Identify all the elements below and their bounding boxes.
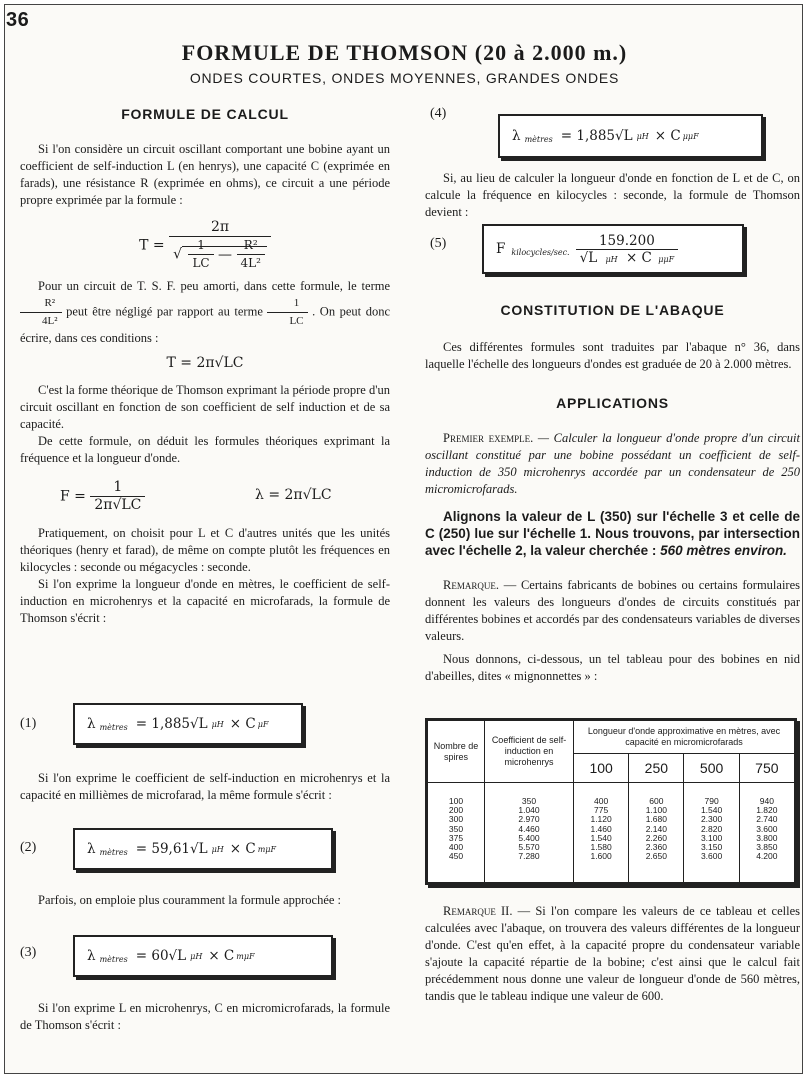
paragraph-remarque xyxy=(425,577,800,645)
paragraph-example xyxy=(425,430,800,498)
p2-lc: LC xyxy=(289,315,304,327)
eq1-one: 1 xyxy=(188,237,213,255)
paragraph-deduction: De cette formule, on déduit les formules théoriques exprimant la fréquence et la longueur d'onde. xyxy=(20,434,390,465)
table-cell: 775 xyxy=(594,805,609,816)
f4-rhs: = 1,885√L xyxy=(560,128,633,144)
table-cell: 400 xyxy=(594,796,609,806)
formula-3-label: (3) xyxy=(20,945,37,960)
table-cell: 4.460 xyxy=(518,823,540,834)
page-title: FORMULE DE THOMSON (20 à 2.000 m.) xyxy=(181,40,628,65)
col-c250 xyxy=(629,783,684,883)
eq1-r2: R² xyxy=(237,237,265,255)
p2-4l2: 4L² xyxy=(42,315,58,327)
f1-rhs: = 1,885√L xyxy=(135,716,208,732)
table-cell: 2.820 xyxy=(700,823,723,834)
col-c100 xyxy=(574,783,629,883)
table-cell: 350 xyxy=(448,823,464,834)
table-cell: 200 xyxy=(448,805,464,816)
f4-sub-l: μH xyxy=(636,131,649,141)
table-cell: 3.100 xyxy=(700,832,723,843)
formula-2-label: (2) xyxy=(20,840,37,855)
page-subtitle: ONDES COURTES, ONDES MOYENNES, GRANDES ONDES xyxy=(189,70,620,86)
section-heading-abaque: CONSTITUTION DE L'ABAQUE xyxy=(500,302,725,318)
remarque2-label: Remarque II. xyxy=(443,904,513,918)
f5-den-root: √L xyxy=(579,249,598,266)
p2-one: 1 xyxy=(267,295,307,313)
paragraph-amorti xyxy=(20,278,390,347)
table-cell: 400 xyxy=(448,842,464,853)
f3-times: × C xyxy=(208,948,235,964)
paragraph-units: Pratiquement, on choisit pour L et C d'autres unités que les unités théoriques (henry et farad), de même on compte plutôt les fréquences en kilocycles : seconde ou mégacycles : seconde. xyxy=(20,526,390,574)
paragraph-intro: Si l'on considère un circuit oscillant comportant une bobine ayant un coefficient de self-induction L (en henrys), une capacité C (exprimée en farads), une résistance R (exprimée en ohms), ce circuit a une période propre exprimée par la formule : xyxy=(20,142,390,207)
col-c500 xyxy=(684,783,739,883)
table-cell: 1.100 xyxy=(645,805,667,816)
paragraph-micromicro-wrap xyxy=(20,1000,390,1034)
p2-part-a: Pour un circuit de T. S. F. peu amorti, dans cette formule, le terme xyxy=(38,279,390,293)
paragraph-frequency-wrap xyxy=(425,170,800,221)
table-cell: 1.580 xyxy=(590,842,612,853)
paragraph-thomson: C'est la forme théorique de Thomson exprimant la période propre d'un circuit oscillant en fonction de son coefficient de self induction et de sa capacité. xyxy=(20,383,390,431)
th-cap-100: 100 xyxy=(574,754,629,783)
remarque-text: — Certains fabricants de bobines ou certains formulaires donnent les valeurs des longueurs d'ondes de circuits constitués par différentes bobines et accordés par des condensateurs variables de diverses valeurs. xyxy=(425,578,801,643)
p2-r2: R² xyxy=(20,295,62,313)
eq3-lhs: F = xyxy=(60,488,86,505)
col-spires xyxy=(428,783,485,883)
f3-lambda: λ xyxy=(87,948,96,964)
formula-1-label: (1) xyxy=(20,716,37,731)
table-cell: 100 xyxy=(448,796,464,806)
eq1-lhs: T = xyxy=(139,237,165,254)
table-cell: 1.600 xyxy=(590,851,612,862)
f3-unit: mètres xyxy=(99,954,128,964)
paragraph-approx-wrap xyxy=(20,892,390,909)
paragraph-remarque2-wrap xyxy=(425,903,800,1005)
equation-period-simple: T = 2π√LC xyxy=(166,355,244,371)
solution-result: 560 mètres environ. xyxy=(660,543,787,558)
table-cell: 2.300 xyxy=(700,814,723,825)
paragraph-millieme-wrap xyxy=(20,770,390,804)
paragraph-solution xyxy=(425,508,800,559)
table-cell: 2.360 xyxy=(645,842,667,853)
f3-sub-c: mμF xyxy=(236,951,255,961)
f5-denominator xyxy=(576,250,679,266)
table-cell: 2.970 xyxy=(518,814,540,825)
f5-unit: kilocycles/sec. xyxy=(511,247,570,257)
table-cell: 1.120 xyxy=(590,814,612,825)
table-cell: 1.460 xyxy=(590,823,612,834)
paragraph-abaque: Ces différentes formules sont traduites par l'abaque n° 36, dans laquelle l'échelle des longueurs d'ondes est graduée de 20 à 2.000 mètres. xyxy=(425,340,800,371)
table-cell: 3.800 xyxy=(756,832,778,843)
formula-5-box xyxy=(482,224,744,274)
table-cell: 1.540 xyxy=(590,832,612,843)
f4-lambda: λ xyxy=(512,128,521,144)
table-cell: 1.820 xyxy=(756,805,778,816)
formula-5-label: (5) xyxy=(430,236,447,251)
f1-sub-l: μH xyxy=(211,719,224,729)
table-cell: 4.200 xyxy=(756,851,778,862)
section-heading-applications: APPLICATIONS xyxy=(556,395,669,411)
f2-unit: mètres xyxy=(99,847,128,857)
f3-sub-l: μH xyxy=(190,951,203,961)
table-cell: 2.260 xyxy=(645,832,667,843)
paragraph-remarque2 xyxy=(425,903,800,1005)
table-cell: 3.150 xyxy=(700,842,723,853)
page-number: 36 xyxy=(6,9,30,31)
paragraph-metres: Si l'on exprime la longueur d'onde en mètres, le coefficient de self-induction en microhenrys et la capacité en microfarads, la formule de Thomson s'écrit : xyxy=(20,577,390,625)
table-cell: 450 xyxy=(448,851,464,862)
th-cap-500: 500 xyxy=(684,754,739,783)
section-heading-calcul: FORMULE DE CALCUL xyxy=(121,106,289,122)
solution-text: Alignons la valeur de L (350) sur l'échelle 3 et celle de C (250) lue sur l'échelle 1. Nous trouvons, par intersection avec l'échelle 2, la valeur cherchée : xyxy=(425,509,800,558)
paragraph-approx: Parfois, on emploie plus couramment la formule approchée : xyxy=(38,893,342,907)
equation-frequency-wavelength xyxy=(20,477,390,511)
col-coef xyxy=(485,783,574,883)
paragraph-millieme: Si l'on exprime le coefficient de self-induction en microhenrys et la capacité en millièmes de microfarad, la même formule s'écrit : xyxy=(20,771,390,802)
th-coef: Coefficient de self-induction en microhenrys xyxy=(485,721,574,783)
p2-part-b: peut être négligé par rapport au terme xyxy=(66,304,263,319)
table-cell: 600 xyxy=(649,796,664,806)
right-column-main xyxy=(425,302,800,685)
table-cell: 1.040 xyxy=(518,805,540,816)
equation-period-full: T = 2π √ $\frac{1}{LC}$ — $\frac{\text{R²}}{\text{4L²}}$ xyxy=(20,219,390,272)
formula-4-box xyxy=(498,114,763,158)
formula-4-label: (4) xyxy=(430,106,447,121)
table-cell: 1.680 xyxy=(645,814,667,825)
paragraph-micromicro: Si l'on exprime L en microhenrys, C en micromicrofarads, la formule de Thomson s'écrit : xyxy=(20,1001,390,1032)
table-cell: 3.600 xyxy=(756,823,778,834)
table-cell: 3.850 xyxy=(756,842,778,853)
f5-sub-l: μH xyxy=(605,254,618,264)
formula-1-box xyxy=(73,703,303,745)
f2-lambda: λ xyxy=(87,841,96,857)
p2-part-c: . On peut donc écrire, dans ces conditions : xyxy=(20,304,391,345)
f5-lhs: F xyxy=(496,241,506,257)
col-c750 xyxy=(739,783,794,883)
remarque2-text: — Si l'on compare les valeurs de ce tableau et celles calculées avec l'abaque, on trouvera des valeurs différentes de la longueur d'onde. C'est qu'en effet, à la capacité propre du condensateur variable s'ajoute la capacité répartie de la bobine; c'est ainsi que le calcul fait précédemment nous donne une valeur de longueur d'onde de 560 mètres, tandis que le tableau indique une valeur de 600. xyxy=(425,904,801,1003)
f1-lambda: λ xyxy=(87,716,96,732)
eq1-minus: — xyxy=(218,246,233,263)
table-cell: 7.280 xyxy=(518,851,540,862)
f1-times: × C xyxy=(229,716,256,732)
f5-times: × C xyxy=(625,249,652,266)
f5-numerator: 159.200 xyxy=(576,233,679,250)
table-cell: 2.140 xyxy=(645,823,667,834)
eq3-den: 2π√LC xyxy=(94,497,142,513)
f3-rhs: = 60√L xyxy=(135,948,187,964)
th-longueur: Longueur d'onde approximative en mètres, avec capacité en micromicrofarads xyxy=(574,721,795,754)
table-cell: 375 xyxy=(448,832,464,843)
table-cell: 350 xyxy=(521,796,537,806)
eq1-numerator: 2π xyxy=(169,219,271,237)
table-cell: 1.540 xyxy=(700,805,723,816)
table-cell: 300 xyxy=(448,814,464,825)
paragraph-frequency: Si, au lieu de calculer la longueur d'onde en fonction de L et de C, on calcule la fréquence en kilocycles : seconde, la formule de Thomson devient : xyxy=(425,171,800,219)
f2-times: × C xyxy=(229,841,256,857)
table-cell: 940 xyxy=(759,796,774,806)
eq3-num: 1 xyxy=(90,479,145,497)
paragraph-tableau-intro: Nous donnons, ci-dessous, un tel tableau pour des bobines en nid d'abeilles, dites « mignonnettes » : xyxy=(425,652,800,683)
eq1-lc: LC xyxy=(192,256,210,270)
th-cap-750: 750 xyxy=(739,754,794,783)
eq1-4l2: 4L² xyxy=(240,256,261,270)
f2-sub-c: mμF xyxy=(257,844,277,854)
f4-times: × C xyxy=(654,128,681,144)
formula-2-box xyxy=(73,828,333,870)
table-cell: 3.600 xyxy=(700,851,723,862)
remarque-label: Remarque. xyxy=(443,578,499,592)
table-cell: 2.740 xyxy=(756,814,778,825)
table-cell: 2.650 xyxy=(645,851,667,862)
f1-unit: mètres xyxy=(99,722,128,732)
f4-unit: mètres xyxy=(524,134,553,144)
table-cell: 5.400 xyxy=(518,832,540,843)
left-column xyxy=(20,106,390,627)
f5-sub-c: μμF xyxy=(658,254,675,264)
th-cap-250: 250 xyxy=(629,754,684,783)
formula-3-box xyxy=(73,935,333,977)
eq-frequency xyxy=(60,479,145,514)
f2-sub-l: μH xyxy=(211,844,224,854)
table-cell: 790 xyxy=(704,796,719,806)
f4-sub-c: μμF xyxy=(682,131,699,141)
example-label: Premier exemple. xyxy=(443,431,534,445)
th-spires: Nombre de spires xyxy=(428,721,485,783)
eq-wavelength: λ = 2π√LC xyxy=(255,487,332,503)
wavelength-table xyxy=(425,718,797,885)
f2-rhs: = 59,61√L xyxy=(135,841,208,857)
example-text: — Calculer la longueur d'onde propre d'un circuit oscillant constitué par une bobine possédant un coefficient de self-induction de 350 microhenrys accordée par un condensateur de 250 micromicrofarads. xyxy=(425,431,800,496)
table-cell: 5.570 xyxy=(518,842,540,853)
f1-sub-c: μF xyxy=(257,719,269,729)
